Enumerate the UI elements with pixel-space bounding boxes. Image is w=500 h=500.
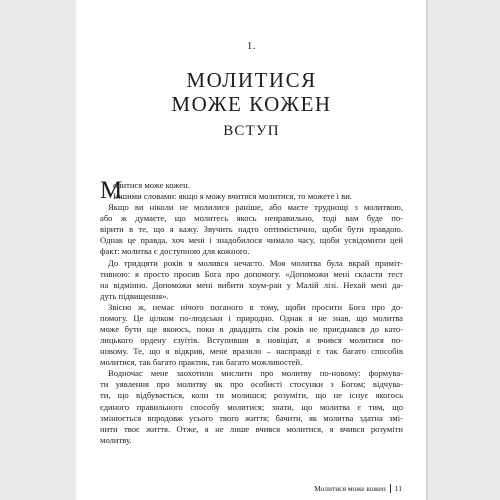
body-line: ти уявлення про молитву як про особисті стосунки з Богом; відчува- bbox=[100, 379, 403, 390]
body-line: молитву. bbox=[100, 434, 132, 445]
page-footer bbox=[76, 484, 427, 493]
section-title: ВСТУП bbox=[223, 123, 280, 139]
body-line: або ж думаєте, що молитесь якось неправильно, тоді вам буде по- bbox=[100, 213, 403, 224]
page-edge-shadow bbox=[426, 0, 429, 500]
body-line: може бути ще якоюсь, поки в двадцять сім років не приєднався до като- bbox=[100, 324, 403, 335]
body-line: новому. Те, що я відкрив, мене вразило – насправді є так багато способів bbox=[100, 346, 403, 357]
body-line: змінюється впродовж усього твого життя; бачити, як молитва здатна змі- bbox=[100, 412, 403, 423]
body-line: факт: молитва є доступною для кожного. bbox=[100, 246, 250, 257]
body-line: на відмінно. Допоможи мені вибити хоум-ран у Малій лізі. Нехай мені да- bbox=[100, 279, 403, 290]
body-line: єдиного правильного способу молитися; знати, що молитва є тим, що bbox=[100, 401, 403, 412]
body-line: нити твоє життя. Отже, я не лише вчився молитися, я вчився розуміти bbox=[100, 423, 403, 434]
body-line: Водночас мене заохотили мислити про молитву по-новому: формува- bbox=[108, 368, 403, 379]
page-number: 11 bbox=[394, 484, 402, 493]
body-line: тивною: я просто просив Бога про допомогу. «Допоможи мені скласти тест bbox=[100, 268, 403, 279]
body-line: Звісно ж, немає нічого поганого в тому, щоби просити Бога про до- bbox=[108, 301, 403, 312]
body-line: Іншими словами: якщо я можу вчитися молитися, то можете і ви. bbox=[113, 191, 352, 202]
running-title: Молитися може кожен bbox=[314, 484, 386, 493]
body-line: молитися, так багато практик, так багато можливостей. bbox=[100, 357, 303, 368]
chapter-title-line-1: МОЛИТИСЯ bbox=[186, 68, 317, 92]
footer-divider bbox=[390, 484, 391, 493]
body-line: До тридцяти років я молився нечасто. Моя молитва була вкрай приміт- bbox=[108, 257, 403, 268]
body-line: Однак це правда, хоч мені і знадобилося чимало часу, щоби усвідомити цей bbox=[100, 235, 403, 246]
body-line-text: олитися може кожен. bbox=[113, 180, 190, 190]
body-line: вірити в те, що я кажу. Звучить надто оптимістично, щоби бути правдою. bbox=[100, 224, 403, 235]
book-page bbox=[76, 0, 427, 500]
chapter-title bbox=[76, 68, 427, 116]
body-text bbox=[100, 177, 403, 446]
body-line: дуть підвищення». bbox=[100, 290, 169, 301]
body-line: лицького ордену єзуїтів. Вступивши в новіціат, я вчився молитися по- bbox=[100, 335, 403, 346]
body-line: Якщо ви ніколи не молилися раніше, або маєте труднощі з молитвою, bbox=[108, 202, 403, 213]
body-line: ти, що відбувається, коли ти молишся; розуміти, що не існує якогось bbox=[100, 390, 403, 401]
drop-cap: М bbox=[100, 177, 123, 204]
body-line: помогу. Це цілком по-людськи і природно. Однак я не знав, що молитва bbox=[100, 312, 403, 323]
chapter-number: 1. bbox=[246, 40, 257, 52]
chapter-title-line-2: МОЖЕ КОЖЕН bbox=[171, 92, 332, 116]
